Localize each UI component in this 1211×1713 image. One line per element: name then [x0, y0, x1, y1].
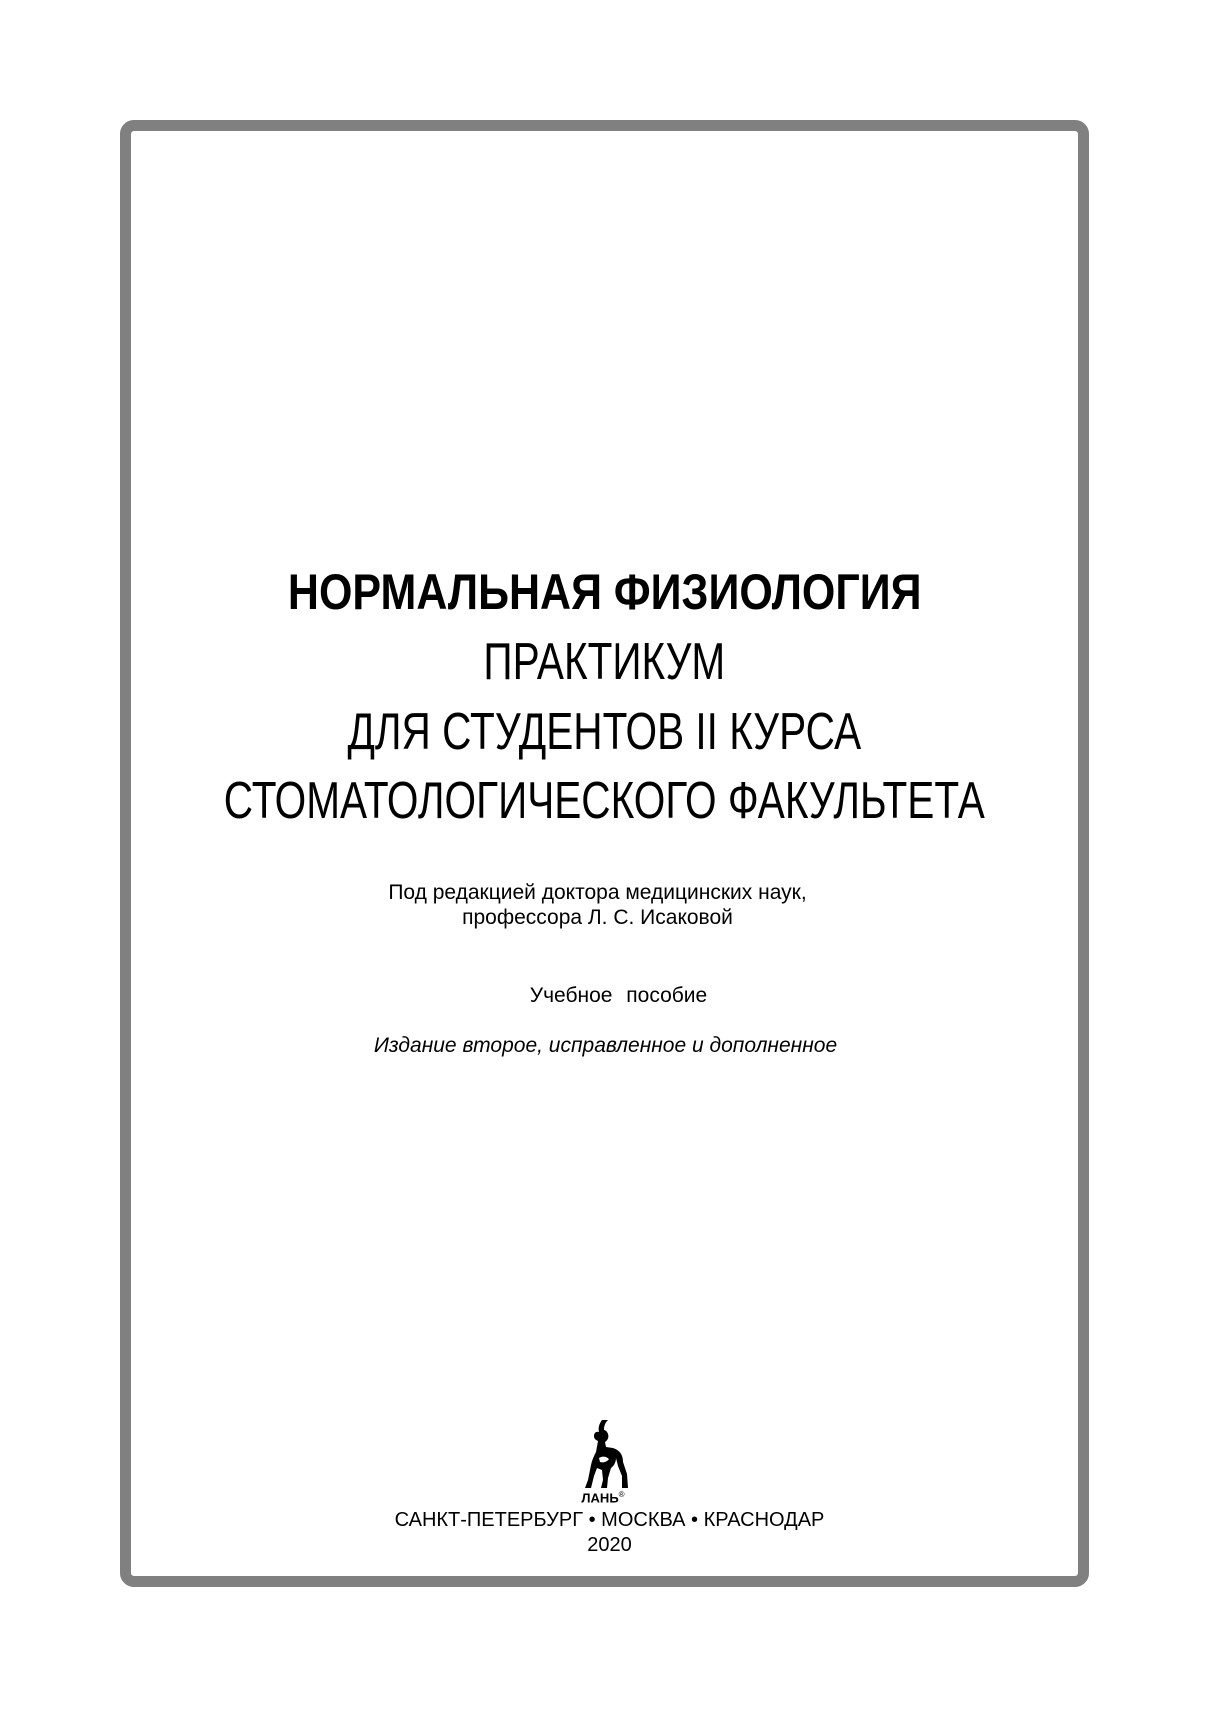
subtitle-line-1: ПРАКТИКУМ [483, 633, 726, 691]
publication-year [0, 1533, 1211, 1557]
logo-wordmark: ЛАНЬ [581, 1490, 619, 1506]
edition-note: Издание второе, исправленное и дополненное [373, 1034, 838, 1057]
subtitle-line-2: ДЛЯ СТУДЕНТОВ II КУРСА [347, 703, 862, 761]
document-type [0, 983, 1211, 1008]
registered-mark: ® [618, 1490, 625, 1499]
publisher-cities [0, 1508, 1211, 1532]
page-frame [120, 120, 1089, 1587]
subtitle-line-3: СТОМАТОЛОГИЧЕСКОГО ФАКУЛЬТЕТА [223, 772, 985, 830]
year-text: 2020 [587, 1534, 632, 1556]
editor-credit [0, 880, 1211, 930]
editor-line-1: Под редакцией доктора медицинских наук, [388, 881, 807, 904]
editor-line-2: профессора Л. С. Исаковой [462, 906, 733, 929]
publisher-logo-text [578, 1488, 628, 1505]
book-title: НОРМАЛЬНАЯ ФИЗИОЛОГИЯ [287, 564, 922, 620]
deer-logo-icon [578, 1418, 634, 1490]
cities-text: САНКТ-ПЕТЕРБУРГ • МОСКВА • КРАСНОДАР [394, 1509, 825, 1531]
document-type-label: Учебное пособие [529, 984, 708, 1007]
